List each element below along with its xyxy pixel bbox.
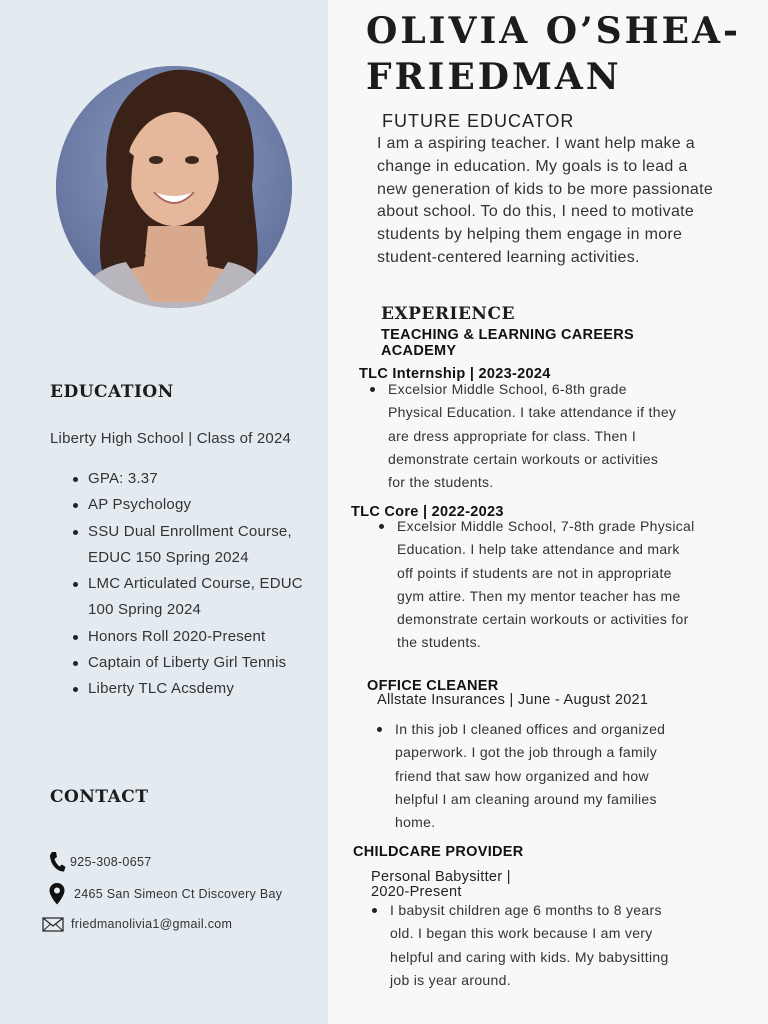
experience-heading: EXPERIENCE [381,304,515,324]
list-item: Captain of Liberty Girl Tennis [72,650,322,676]
list-item: LMC Articulated Course, EDUC 100 Spring 2024 [72,571,322,624]
list-item: AP Psychology [72,492,322,518]
list-item: Honors Roll 2020-Present [72,624,322,650]
job-employer: Personal Babysitter | 2020-Present [371,869,511,900]
job-title-office-cleaner: OFFICE CLEANER [367,678,499,694]
contact-phone [48,851,151,873]
job-employer: Allstate Insurances | June - August 2021 [377,692,649,708]
list-item: SSU Dual Enrollment Course, EDUC 150 Spring 2024 [72,519,322,572]
email-text: friedmanolivia1@gmail.com [71,917,233,931]
job-bullet: Excelsior Middle School, 7-8th grade Physical Education. I help take attendance and mark off points if students are not in appropriate gym attire. Then my mentor teacher has me demonstrate certain workouts or activities for the students. [387,515,699,655]
list-item: Liberty TLC Acsdemy [72,676,322,702]
job-bullet: I babysit children age 6 months to 8 years old. I began this work because I am very helpful and caring with kids. My babysitting job is year around. [380,899,670,992]
profile-photo [56,66,292,308]
sidebar [0,0,328,1024]
contact-address [48,882,282,906]
job-bullet: In this job I cleaned offices and organized paperwork. I got the job through a family friend that saw how organized and how helpful I am cleaning around my families home. [385,718,695,834]
map-pin-icon [48,882,66,906]
job-title-tlc-internship: TLC Internship | 2023-2024 [359,366,551,382]
job-title: FUTURE EDUCATOR [382,111,575,131]
academy-heading: TEACHING & LEARNING CAREERS ACADEMY [381,327,634,359]
job-bullet: Excelsior Middle School, 6-8th grade Physical Education. I take attendance if they are dress appropriate for class. Then I demonstrate certain workouts or activities for the students. [378,378,678,494]
phone-icon [48,851,66,873]
contact-email [42,916,232,932]
job-title-childcare: CHILDCARE PROVIDER [353,844,524,860]
full-name: OLIVIA O’SHEA-FRIEDMAN [366,10,741,98]
job-title-tlc-core: TLC Core | 2022-2023 [351,504,504,520]
education-heading: EDUCATION [50,382,174,402]
education-list [72,466,322,703]
summary-text: I am a aspiring teacher. I want help make a change in education. My goals is to lead a new generation of kids to be more passionate about school. To do this, I need to motivate students by helping them engage in more student-centered learning activities. [377,135,714,266]
envelope-icon [42,916,64,932]
address-text: 2465 San Simeon Ct Discovery Bay [74,887,283,901]
phone-number: 925-308-0657 [70,855,152,869]
education-school: Liberty High School | Class of 2024 [50,430,292,447]
list-item: GPA: 3.37 [72,466,322,492]
contact-heading: CONTACT [50,787,149,807]
